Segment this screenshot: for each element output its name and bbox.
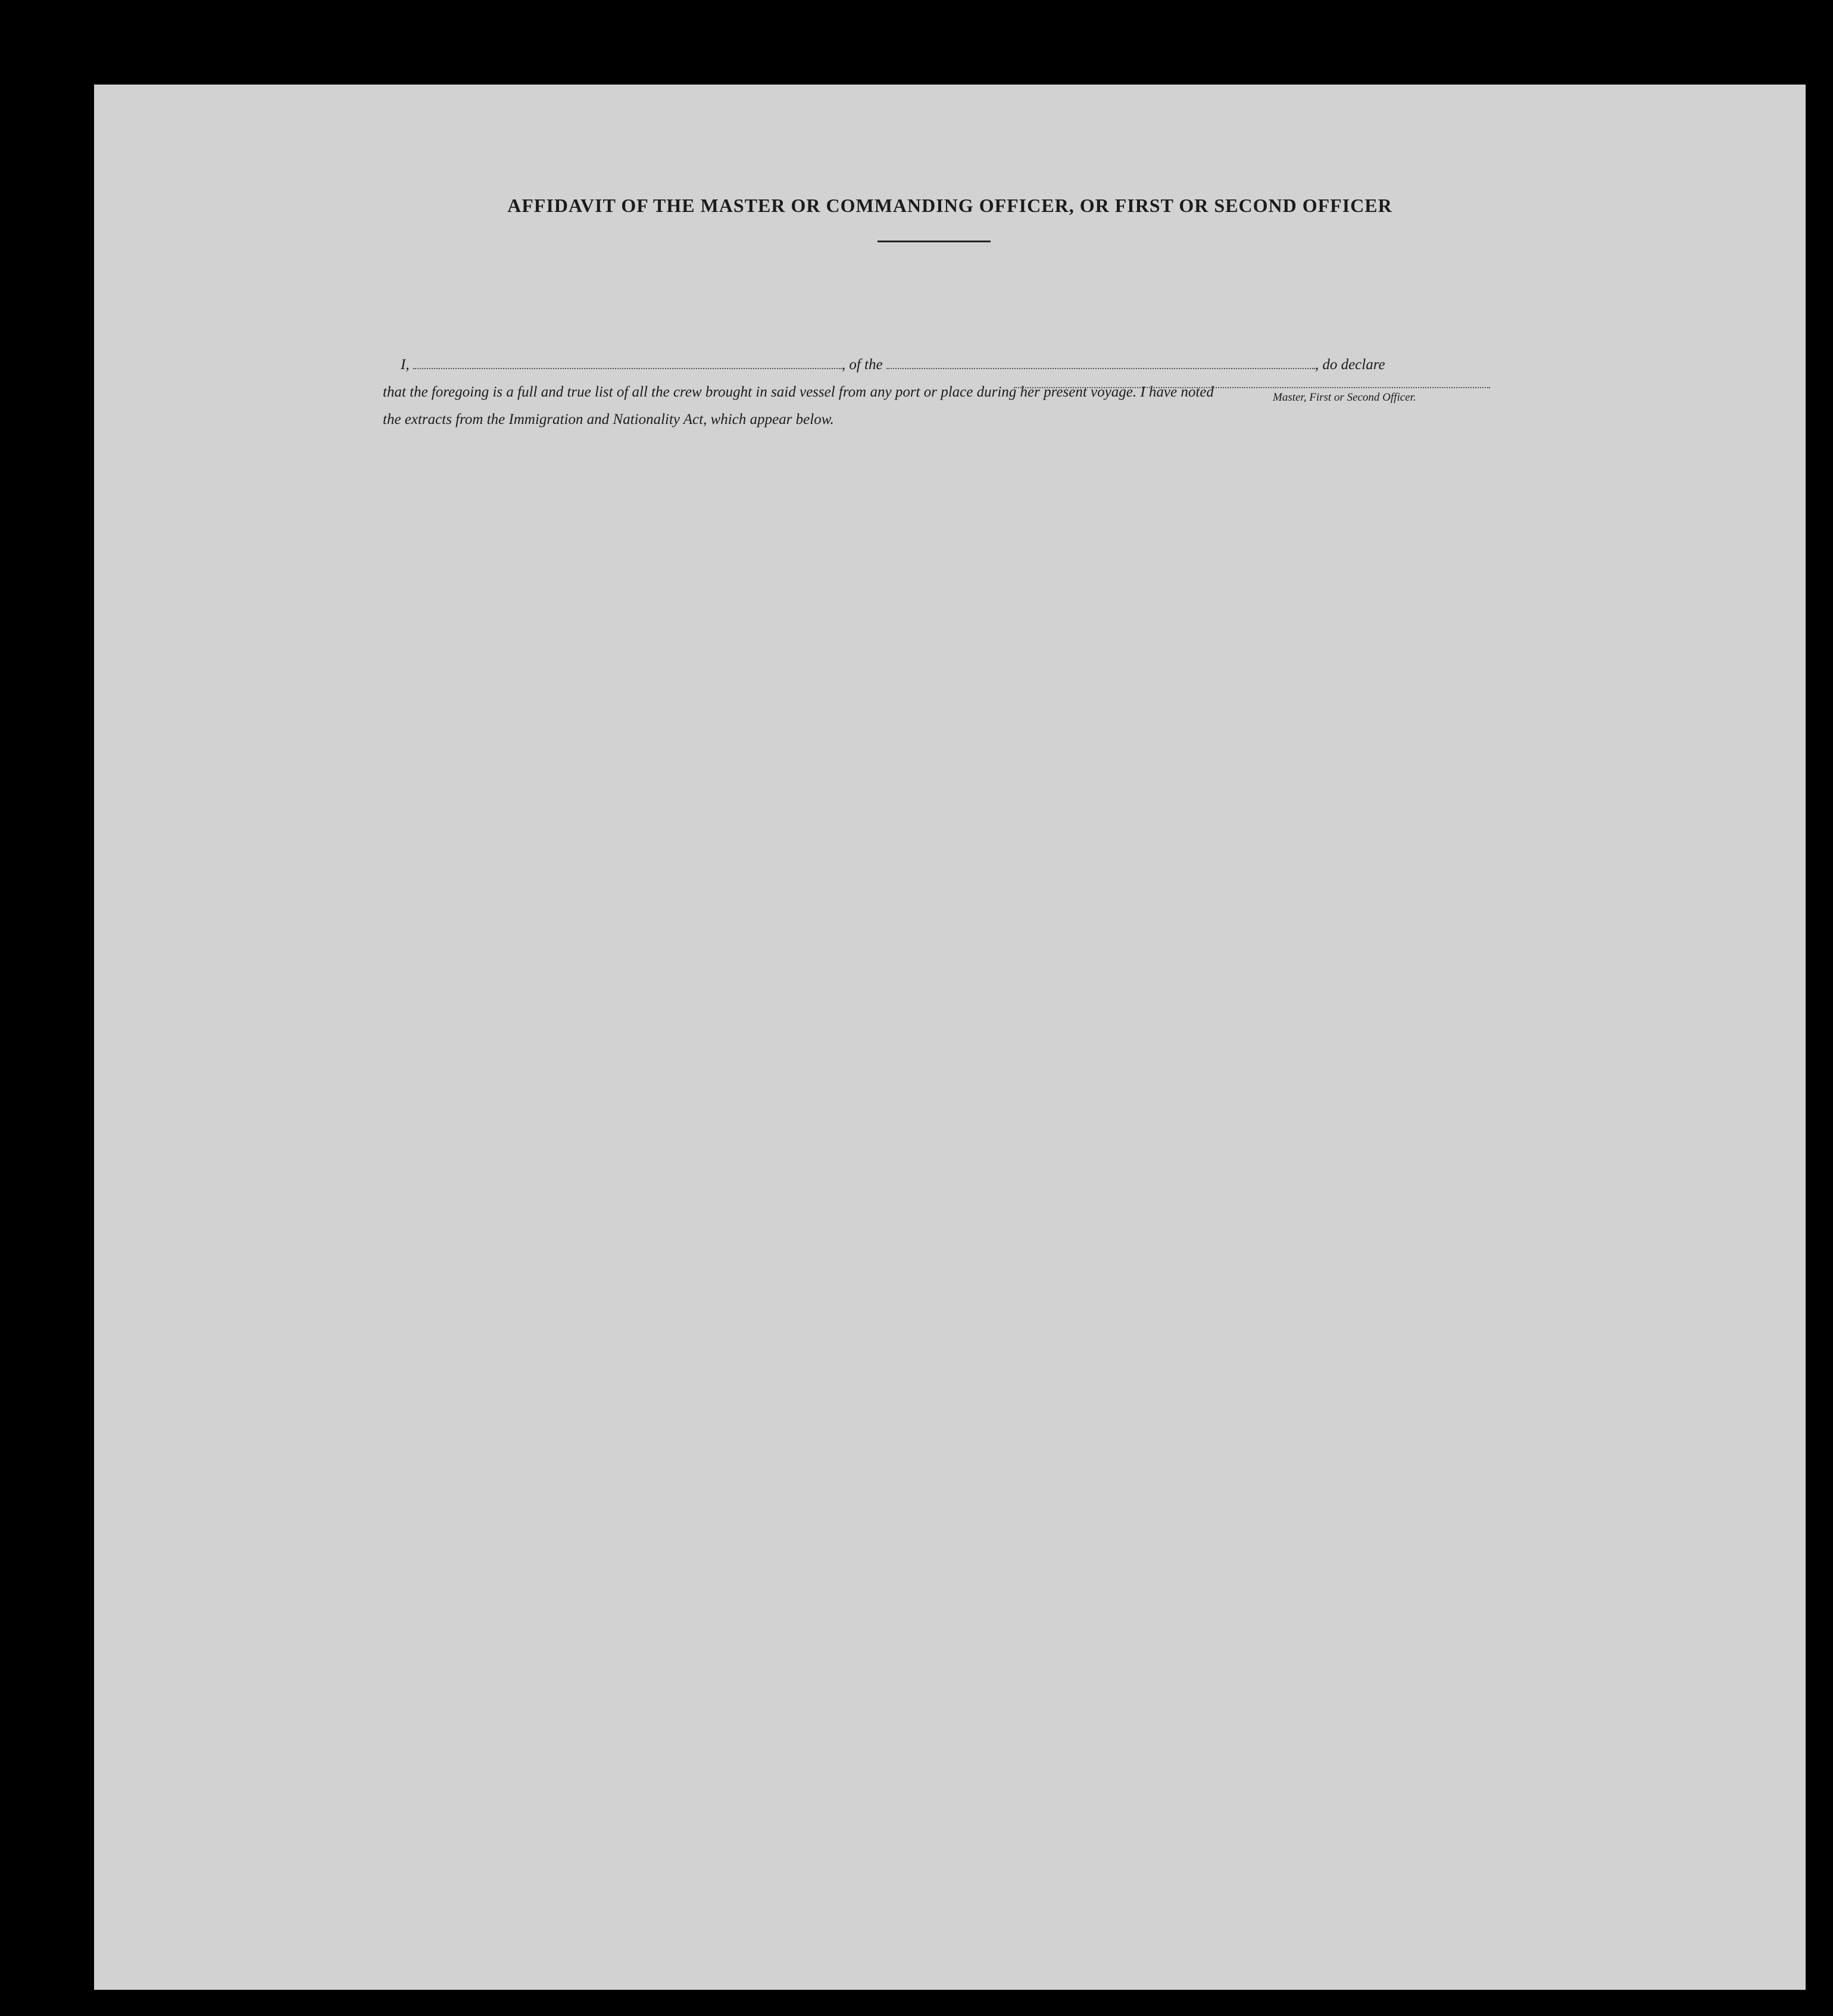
affidavit-declare-label: , do declare [1314, 357, 1385, 373]
document-page [94, 85, 1806, 1990]
affidavit-line-3: the extracts from the Immigration and Nationality Act, which appear below. [383, 411, 834, 427]
affidavit-line-2: that the foregoing is a full and true list of all the crew brought in said vessel from any port or place during her present voyage. I have noted [383, 384, 1214, 400]
title-divider [878, 241, 991, 242]
vessel-blank[interactable] [886, 357, 1315, 369]
name-blank[interactable] [413, 357, 842, 369]
affidavit-title: AFFIDAVIT OF THE MASTER OR COMMANDING OFFICER, OR FIRST OR SECOND OFFICER [507, 195, 1392, 216]
affidavit-of-the-label: , of the [841, 357, 883, 373]
master-signature-label: Master, First or Second Officer. [1273, 391, 1416, 404]
affidavit-line-1 [401, 357, 1385, 373]
master-signature-line[interactable] [1014, 387, 1490, 388]
affidavit-i-label: I, [401, 357, 410, 373]
